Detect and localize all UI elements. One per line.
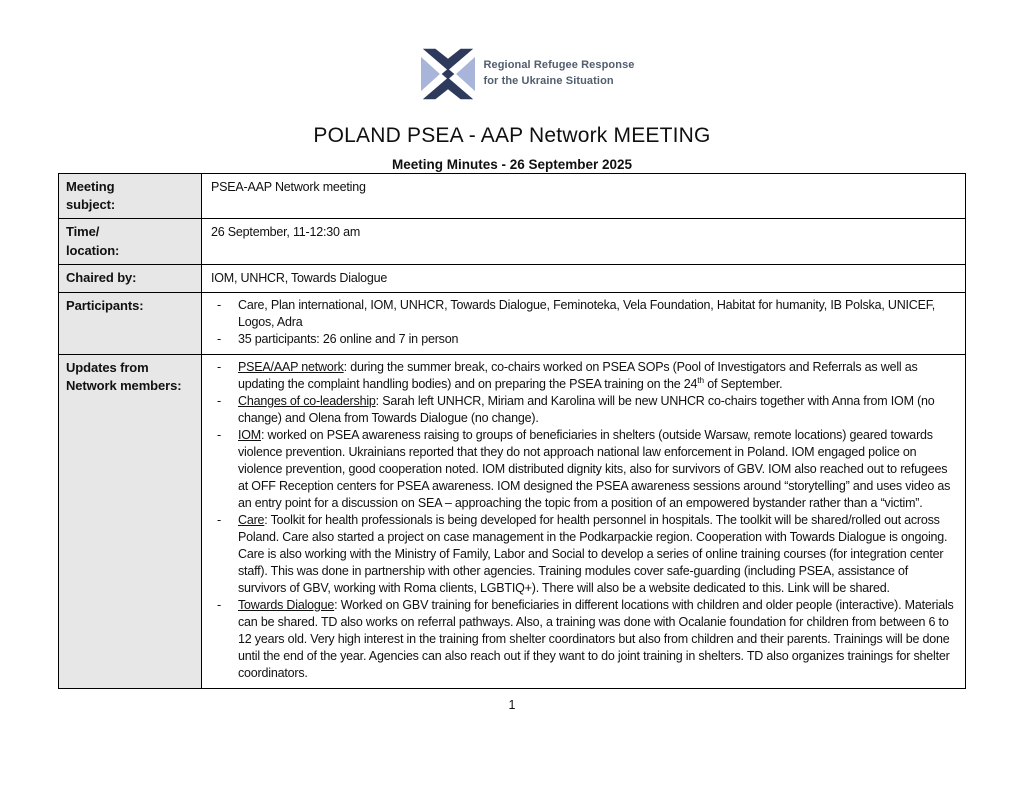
row-label-line2: Network members:	[66, 377, 182, 393]
row-label-line1: Chaired by:	[66, 269, 137, 285]
row-label-line1: Meeting	[66, 179, 115, 194]
update-lead: PSEA/AAP network	[238, 359, 344, 374]
cell-value: 26 September, 11-12:30 am	[202, 219, 966, 264]
row-label-line1: Participants:	[66, 297, 144, 313]
update-text	[238, 393, 961, 427]
bullet-dash: -	[217, 331, 221, 346]
participants-count: 35 participants: 26 online and 7 in person	[238, 331, 459, 346]
list-item-co-leadership	[202, 393, 961, 427]
row-label	[59, 219, 202, 264]
update-lead: Changes of co-leadership	[238, 393, 376, 408]
cell-value	[202, 354, 966, 688]
bullet-dash: -	[217, 512, 221, 527]
ordinal-suffix: th	[697, 374, 704, 385]
update-body: : Worked on GBV training for beneficiaries in different locations with children and older people (interactive). Materials can be shared. TD also works on referral pathways. Also, a training was done with Ocalanie foundation for children from between 6 to 12 years old. Very high interest in the training from shelter coordinators but also from children and their parents. Trainings will be done until the end of the year. Agencies can also reach out if they want to do joint training in shelters. TD also organizes trainings for shelter coordinators.	[238, 597, 954, 680]
refugee-response-x-icon	[421, 48, 475, 100]
cell-value: PSEA-AAP Network meeting	[202, 174, 966, 219]
update-body: : Sarah left UNHCR, Miriam and Karolina will be new UNHCR co-chairs together with Anna from IOM (no change) and Olena from Towards Dialogue (no change).	[238, 393, 935, 425]
row-label-line2: subject:	[66, 197, 116, 213]
meeting-minutes-table	[58, 173, 966, 689]
update-text	[238, 359, 961, 393]
update-text	[238, 512, 961, 597]
list-item	[202, 331, 961, 348]
row-label-line2: location:	[66, 242, 120, 258]
bullet-dash: -	[217, 359, 221, 374]
update-body: : worked on PSEA awareness raising to groups of beneficiaries in shelters (outside Warsaw, remote locations) geared towards violence prevention. Ukrainians reported that they do not approach national law enforcement in Poland. IOM engaged police on violence prevention, good cooperation noted. IOM distributed dignity kits, also for survivors of GBV. IOM also reached out to refugees at OFF Reception centers for PSEA awareness. IOM designed the PSEA awareness sessions around “storytelling” and uses video as an entry point for a discussion on SEA – approaching the topic from a position of an empowered bystander rather than a “victim”.	[238, 427, 951, 510]
table-row-time-location	[59, 219, 966, 264]
row-label	[59, 354, 202, 688]
participants-list: Care, Plan international, IOM, UNHCR, Towards Dialogue, Feminoteka, Vela Foundation, Habitat for humanity, IB Polska, UNICEF, Logos, Adra	[238, 297, 936, 329]
table-row-meeting-subject	[59, 174, 966, 219]
row-label-line1: Time/	[66, 224, 100, 240]
update-lead: Towards Dialogue	[238, 597, 335, 612]
org-logo-line2: for the Ukraine Situation	[483, 75, 614, 87]
update-tail: of September.	[703, 376, 783, 391]
page-subtitle: Meeting Minutes - 26 September 2025	[391, 157, 633, 172]
bullet-dash: -	[217, 297, 221, 312]
update-lead: Care	[238, 512, 265, 527]
update-text	[238, 427, 961, 512]
row-label	[59, 264, 202, 292]
bullet-dash: -	[217, 427, 221, 442]
row-label	[59, 174, 202, 219]
page-number: 1	[508, 697, 516, 712]
org-logo-text	[483, 58, 634, 90]
table-row-chaired-by	[59, 264, 966, 292]
update-lead: IOM	[238, 427, 262, 442]
table-row-updates	[59, 354, 966, 688]
update-text	[238, 597, 961, 682]
cell-value: IOM, UNHCR, Towards Dialogue	[202, 264, 966, 292]
row-label	[59, 292, 202, 354]
org-logo-line1: Regional Refugee Response	[483, 59, 635, 72]
list-item	[202, 297, 961, 331]
list-item-iom	[202, 427, 961, 512]
org-logo	[32, 0, 1024, 100]
page-title: POLAND PSEA - AAP Network MEETING	[313, 124, 711, 147]
bullet-dash: -	[217, 597, 221, 612]
list-item-care	[202, 512, 961, 597]
list-item-towards-dialogue	[202, 597, 961, 682]
list-item-psea-aap-network	[202, 359, 961, 393]
cell-value	[202, 292, 966, 354]
update-body: : during the summer break, co-chairs worked on PSEA SOPs (Pool of Investigators and Referrals as well as updating the complaint handling bodies) and on preparing the PSEA training on the 24	[238, 359, 918, 391]
row-label-line1: Updates from	[66, 359, 149, 375]
bullet-dash: -	[217, 393, 221, 408]
table-row-participants	[59, 292, 966, 354]
update-body: : Toolkit for health professionals is being developed for health personnel in hospitals. The toolkit will be shared/rolled out across Poland. Care also started a project on case management in the Podkarpackie region. Cooperation with Towards Dialogue is ongoing. Care is also working with the Ministry of Family, Labor and Social to develop a series of online training courses (for integration center staff). This was done in partnership with other agencies. Training modules cover safe-guarding (including PSEA, assistance of survivors of GBV, working with Roma clients, LGBTIQ+). There will also be a website dedicated to this. Link will be shared.	[238, 512, 948, 595]
